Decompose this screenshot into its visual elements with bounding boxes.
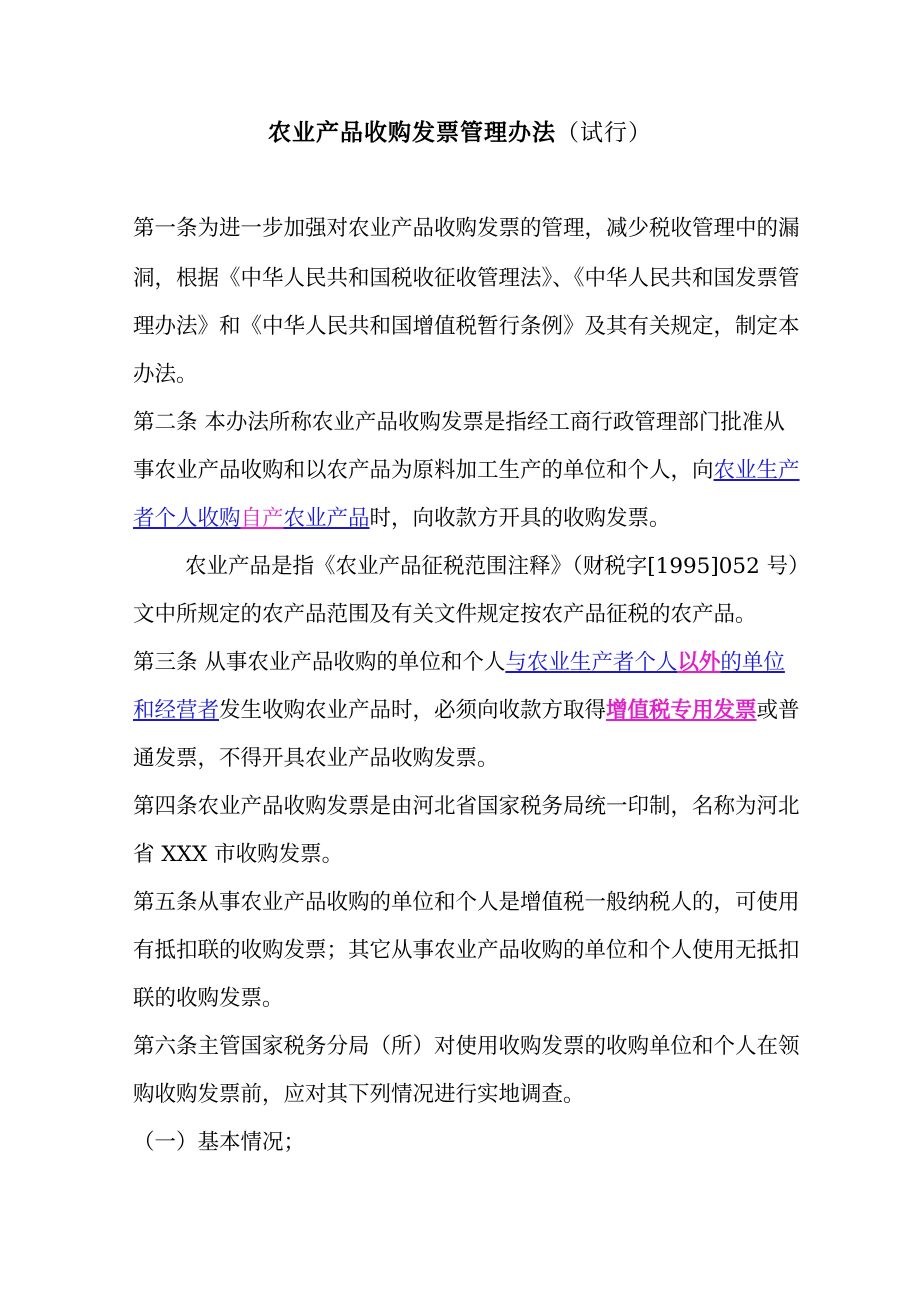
text-segment: 第二条 本办法所称农业产品收购发票是指经工商行政管理部门批准从 [133, 410, 785, 435]
text-segment: 文中所规定的农产品范围及有关文件规定按农产品征税的农产品。 [133, 602, 757, 627]
text-segment: 有抵扣联的收购发票；其它从事农业产品收购的单位和个人使用无抵扣 [133, 938, 800, 963]
text-segment: 发生收购农业产品时，必须向收款方取得 [219, 698, 607, 723]
text-line [133, 694, 800, 728]
text-segment: 第一条为进一步加强对农业产品收购发票的管理，减少税收管理中的漏 [133, 216, 800, 241]
text-line [185, 550, 810, 584]
text-segment: 洞，根据《中华人民共和国税收征收管理法》、《中华人民共和国发票管 [133, 266, 800, 291]
text-line [133, 790, 800, 824]
text-segment: 第四条农业产品收购发票是由河北省国家税务局统一印制，名称为河北 [133, 794, 800, 819]
text-segment: 通发票，不得开具农业产品收购发票。 [133, 746, 499, 771]
text-line [133, 982, 284, 1016]
text-line [133, 358, 198, 392]
text-line [133, 742, 499, 776]
text-segment: 办法。 [133, 362, 198, 387]
text-segment: 第五条从事农业产品收购的单位和个人是增值税一般纳税人的，可使用 [133, 890, 800, 915]
text-line [133, 838, 343, 872]
text-segment: 事农业产品收购和以农产品为原料加工生产的单位和个人，向 [133, 458, 714, 483]
text-line [133, 646, 785, 680]
hyperlink-text[interactable]: 农业产品 [283, 506, 370, 531]
hyperlink-text[interactable]: 增值税专用发票 [606, 698, 757, 723]
text-line [133, 502, 671, 536]
text-line [133, 1030, 800, 1064]
text-segment: 或普 [756, 698, 800, 723]
text-segment: 农业产品是指《农业产品征税范围注释》（财税字[1995]052 号） [185, 554, 810, 579]
title-suffix: （试行） [556, 120, 652, 146]
text-line [133, 1078, 585, 1112]
hyperlink-text[interactable]: 以外 [677, 650, 721, 675]
text-line [133, 934, 800, 968]
hyperlink-text[interactable]: 的单位 [720, 650, 785, 675]
text-segment: 第六条主管国家税务分局（所）对使用收购发票的收购单位和个人在领 [133, 1034, 800, 1059]
text-line [133, 310, 800, 344]
hyperlink-text[interactable]: 自产 [240, 506, 284, 531]
text-line [133, 262, 800, 296]
text-line [133, 886, 800, 920]
text-segment: 省 XXX 市收购发票。 [133, 842, 344, 867]
text-segment: 购收购发票前，应对其下列情况进行实地调查。 [133, 1082, 585, 1107]
title-main: 农业产品收购发票管理办法 [268, 119, 556, 146]
document-title [0, 114, 920, 147]
text-line [133, 454, 800, 488]
text-line [133, 598, 757, 632]
hyperlink-text[interactable]: 与农业生产者个人 [505, 650, 678, 675]
text-segment: 时，向收款方开具的收购发票。 [369, 506, 671, 531]
hyperlink-text[interactable]: 者个人收购 [133, 506, 241, 531]
hyperlink-text[interactable]: 和经营者 [133, 698, 220, 723]
text-line [133, 1126, 305, 1160]
text-line [133, 406, 785, 440]
hyperlink-text[interactable]: 农业生产 [713, 458, 800, 483]
text-segment: 第三条 从事农业产品收购的单位和个人 [133, 650, 506, 675]
text-segment: （一）基本情况； [133, 1130, 306, 1155]
text-segment: 理办法》和《中华人民共和国增值税暂行条例》及其有关规定，制定本 [133, 314, 800, 339]
text-line [133, 212, 800, 246]
text-segment: 联的收购发票。 [133, 986, 284, 1011]
